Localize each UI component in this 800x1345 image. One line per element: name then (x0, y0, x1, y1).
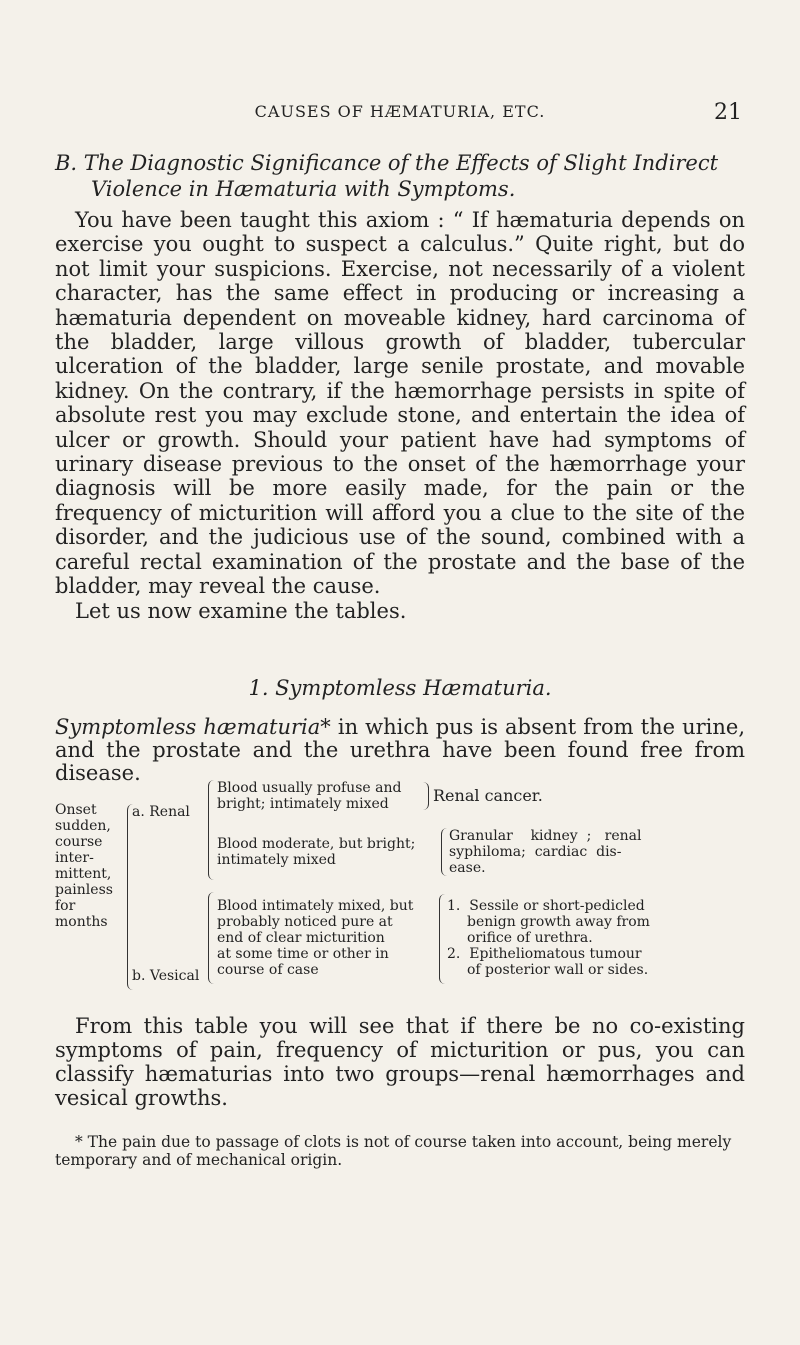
subsection-paragraph (55, 716, 745, 785)
section-heading (55, 150, 745, 202)
result-line: syphiloma; cardiac dis- (449, 844, 622, 860)
result-line: orifice of urethra. (467, 930, 593, 946)
onset-word: sudden, (55, 818, 111, 834)
subsection-lead-italic: Symptomless hæmaturia* (55, 715, 331, 739)
subsection-heading: 1. Symptomless Hæmaturia. (248, 676, 552, 700)
result-line: 1. Sessile or short-pedicled (447, 898, 645, 914)
onset-word: for (55, 898, 76, 914)
desc-line: Blood moderate, but bright; (217, 836, 416, 852)
renal-row1-result: Renal cancer. (433, 786, 543, 805)
onset-word: painless (55, 882, 113, 898)
vesical-brace (208, 892, 215, 984)
vesical-desc (217, 898, 413, 978)
onset-word: mittent, (55, 866, 112, 882)
vesical-result-brace (439, 894, 445, 984)
section-heading-line-2: Violence in Hæmaturia with Symptoms. (91, 177, 516, 201)
desc-line: at some time or other in (217, 946, 389, 962)
desc-line: intimately mixed (217, 852, 336, 868)
desc-line: Blood usually profuse and (217, 780, 402, 796)
desc-line: course of case (217, 962, 319, 978)
body-text (55, 208, 745, 623)
result-line: benign growth away from (467, 914, 650, 930)
page-number: 21 (714, 100, 742, 125)
running-head (0, 100, 800, 130)
renal-row1-brace (423, 782, 429, 810)
renal-row2-desc (217, 836, 415, 868)
vesical-results (447, 898, 747, 978)
renal-row1-desc (217, 780, 401, 812)
onset-column (55, 802, 113, 930)
renal-row2-result (449, 828, 749, 876)
renal-label: a. Renal (132, 804, 190, 820)
running-head-title: CAUSES OF HÆMATURIA, ETC. (254, 102, 546, 121)
subsection-lead-rest: in which pus is absent from the urine, and the prostate and the urethra have been found free from disease. (55, 715, 745, 785)
desc-line: end of clear micturition (217, 930, 385, 946)
result-line: 2. Epitheliomatous tumour (447, 946, 642, 962)
result-line: ease. (449, 860, 486, 876)
section-heading-line-1: B. The Diagnostic Significance of the Effects of Slight Indirect (55, 151, 719, 175)
renal-brace (208, 780, 215, 880)
renal-row2-brace (441, 828, 447, 876)
onset-word: course (55, 834, 103, 850)
onset-word: inter- (55, 850, 94, 866)
onset-word: months (55, 914, 108, 930)
onset-brace (127, 804, 134, 990)
vesical-label: b. Vesical (132, 968, 200, 984)
desc-line: Blood intimately mixed, but (217, 898, 414, 914)
desc-line: bright; intimately mixed (217, 796, 389, 812)
paragraph-tables: Let us now examine the tables. (75, 598, 407, 623)
paragraph-axiom: You have been taught this axiom : “ If hæmaturia depends on exercise you ought to suspect a calculus.” Quite right, but do not limit your suspicions. Exercise, not necessarily of a violent character, has the same effect in producing or increasing a hæmaturia dependent on moveable kidney, hard carcinoma of the bladder, large villous growth of bladder, tubercular ulceration of the bladder, large senile prostate, and movable kidney. On the contrary, if the hæmorrhage persists in spite of absolute rest you may exclude stone, and entertain the idea of ulcer or growth. Should your patient have had symptoms of urinary disease previous to the onset of the hæmorrhage your diagnosis will be more easily made, for the pain or the frequency of micturition will afford you a clue to the site of the disorder, and the judicious use of the sound, combined with a careful rectal examination of the prostate and the base of the bladder, may reveal the cause. (55, 208, 745, 599)
desc-line: probably noticed pure at (217, 914, 393, 930)
result-line: Granular kidney ; renal (449, 828, 642, 844)
result-line: of posterior wall or sides. (467, 962, 649, 978)
onset-word: Onset (55, 802, 97, 818)
footnote: * The pain due to passage of clots is not of course taken into account, being merely temporary and of mechanical origin. (55, 1133, 732, 1169)
diagnosis-table (55, 780, 755, 990)
conclusion-paragraph: From this table you will see that if there be no co-existing symptoms of pain, frequency of micturition or pus, you can classify hæmaturias into two groups—renal hæmorrhages and vesical growths. (55, 1014, 745, 1110)
